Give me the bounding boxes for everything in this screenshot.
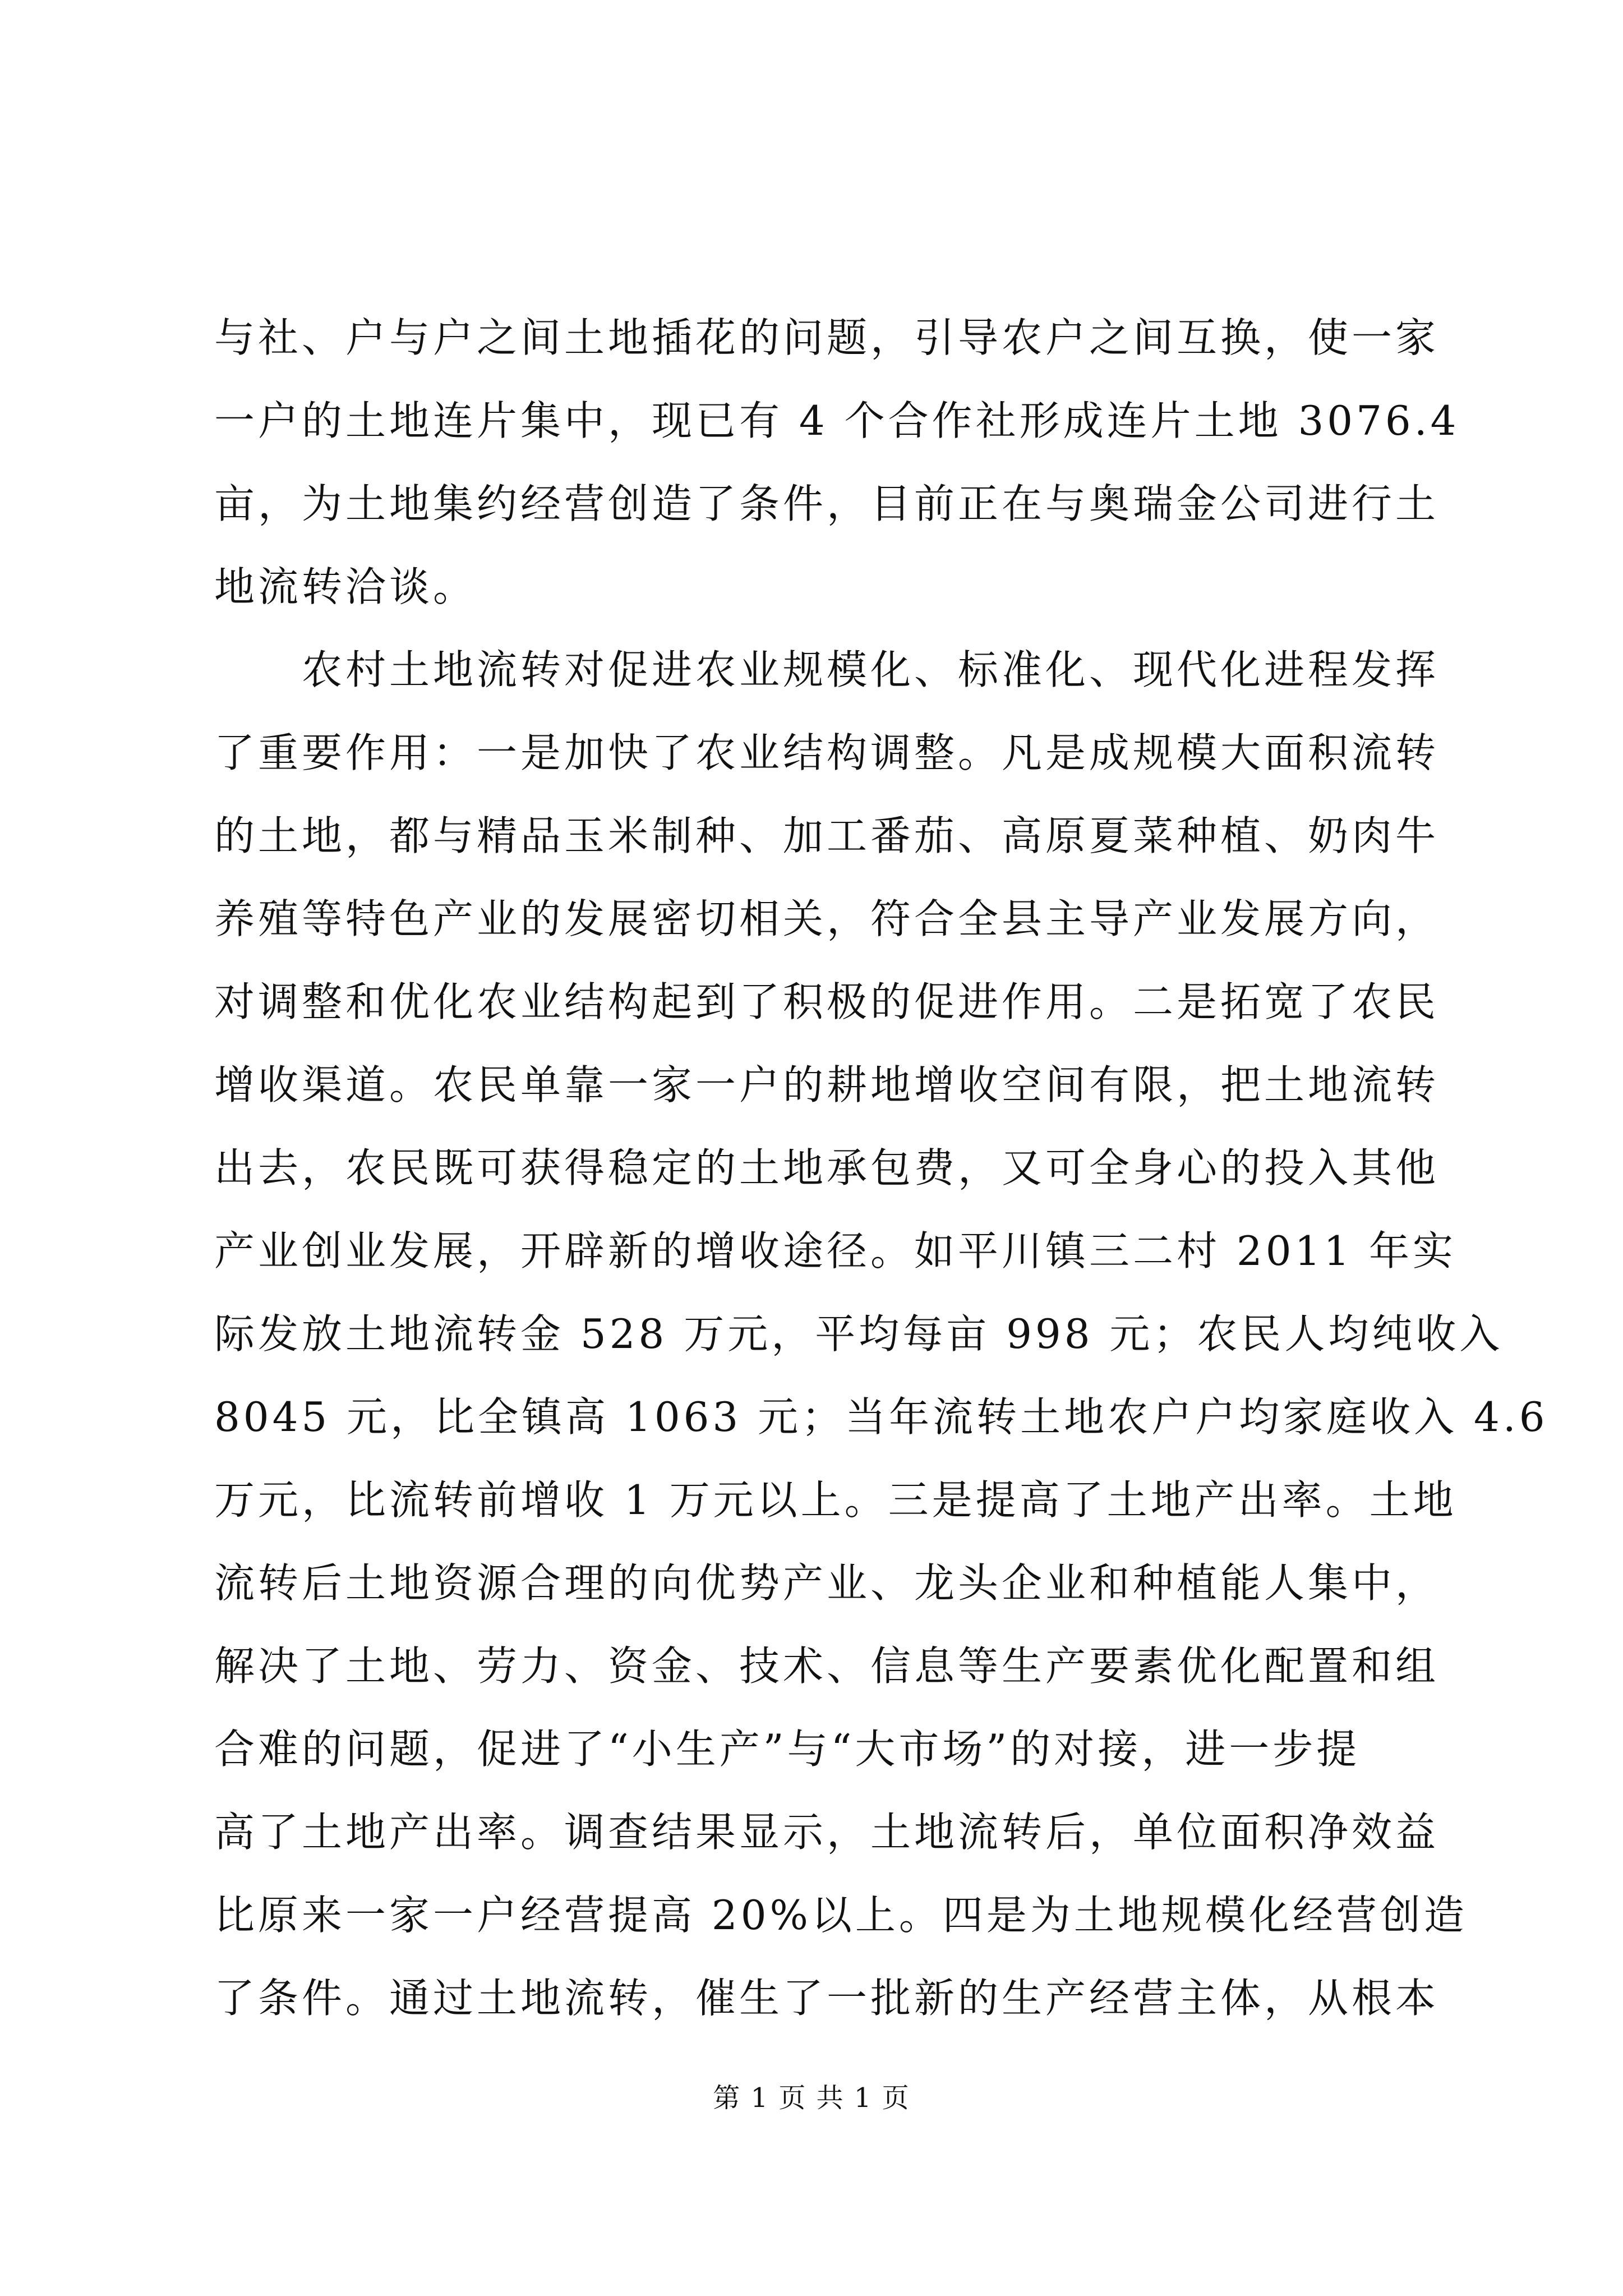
text-line: 解决了土地、劳力、资金、技术、信息等生产要素优化配置和组 xyxy=(214,1642,1440,1690)
text-line: 出去，农民既可获得稳定的土地承包费，又可全身心的投入其他 xyxy=(214,1144,1440,1191)
text-line: 8045 元，比全镇高 1063 元；当年流转土地农户户均家庭收入 4.6 xyxy=(214,1393,1548,1441)
text-line: 养殖等特色产业的发展密切相关，符合全县主导产业发展方向， xyxy=(214,895,1440,942)
text-line: 高了土地产出率。调查结果显示，土地流转后，单位面积净效益 xyxy=(214,1809,1440,1856)
text-line: 流转后土地资源合理的向优势产业、龙头企业和种植能人集中， xyxy=(214,1559,1440,1607)
text-line: 亩，为土地集约经营创造了条件，目前正在与奥瑞金公司进行土 xyxy=(214,480,1440,527)
text-line: 对调整和优化农业结构起到了积极的促进作用。二是拓宽了农民 xyxy=(214,978,1440,1025)
text-line: 了重要作用：一是加快了农业结构调整。凡是成规模大面积流转 xyxy=(214,729,1440,776)
page-footer: 第 1 页 共 1 页 xyxy=(713,2082,910,2114)
text-line: 产业创业发展，开辟新的增收途径。如平川镇三二村 2011 年实 xyxy=(214,1227,1457,1274)
text-line: 了条件。通过土地流转，催生了一批新的生产经营主体，从根本 xyxy=(214,1975,1440,2022)
text-line: 比原来一家一户经营提高 20%以上。四是为土地规模化经营创造 xyxy=(214,1892,1468,1939)
text-line: 增收渠道。农民单靠一家一户的耕地增收空间有限，把土地流转 xyxy=(214,1061,1440,1108)
text-line: 与社、户与户之间土地插花的问题，引导农户之间互换，使一家 xyxy=(214,314,1440,361)
text-line: 农村土地流转对促进农业规模化、标准化、现代化进程发挥 xyxy=(214,646,1440,693)
text-line: 的土地，都与精品玉米制种、加工番茄、高原夏菜种植、奶肉牛 xyxy=(214,812,1440,859)
text-line: 际发放土地流转金 528 万元，平均每亩 998 元；农民人均纯收入 xyxy=(214,1310,1504,1358)
text-line: 合难的问题，促进了“小生产”与“大市场”的对接，进一步提 xyxy=(214,1726,1361,1773)
body-text xyxy=(214,296,1548,2040)
text-line: 万元，比流转前增收 1 万元以上。三是提高了土地产出率。土地 xyxy=(214,1476,1457,1524)
text-line: 地流转洽谈。 xyxy=(214,563,477,610)
text-line: 一户的土地连片集中，现已有 4 个合作社形成连片土地 3076.4 xyxy=(214,397,1460,444)
